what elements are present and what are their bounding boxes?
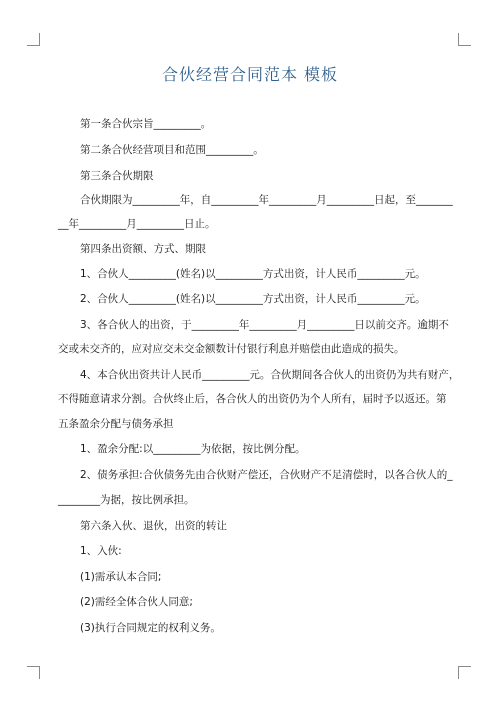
admission-item-1: (1)需承认本合同; [80,571,162,583]
corner-mark-top-left [27,33,40,46]
profit-distribution: 1、盈余分配:以_________为依据，按比例分配。 [80,443,306,455]
article-3-heading: 第三条合伙期限 [80,170,154,182]
debt-bearing-line-2: ________为据，按比例承担。 [58,494,195,506]
corner-mark-bottom-left [27,666,40,679]
term-line-2: __年_________月_________日止。 [58,218,216,230]
article-2-scope: 第二条合伙经营项目和范围_________。 [80,144,264,156]
article-1-purpose: 第一条合伙宗旨_________。 [80,118,212,130]
corner-mark-top-right [458,33,471,46]
admission-item-2: (2)需经全体合伙人同意; [80,596,193,608]
corner-mark-bottom-right [458,666,471,679]
contribution-partner-1: 1、合伙人_________(姓名)以_________方式出资，计人民币_________元。 [80,268,426,280]
admission-item-3: (3)执行合同规定的权利义务。 [80,622,221,634]
article-5-heading: 五条盈余分配与债务承担 [58,418,174,430]
article-6-heading: 第六条入伙、退伙，出资的转让 [80,520,227,532]
debt-bearing-line-1: 2、债务承担:合伙债务先由合伙财产偿还，合伙财产不足清偿时，以各合伙人的_ [80,469,453,481]
admission-heading: 1、入伙: [80,545,122,557]
document-title: 合伙经营合同范本 模板 [161,65,339,84]
contribution-partner-2: 2、合伙人_________(姓名)以_________方式出资，计人民币_________元。 [80,293,426,305]
total-contribution-line-2: 不得随意请求分割。合伙终止后，各合伙人的出资仍为个人所有，届时予以返还。第 [58,393,447,405]
total-contribution-line-1: 4、本合伙出资共计人民币_________元。合伙期间各合伙人的出资仍为共有财产， [80,369,460,381]
contribution-deadline-line-2: 交或未交齐的，应对应交未交金额数计付银行利息并赔偿由此造成的损失。 [58,343,405,355]
term-line-1: 合伙期限为_________年，自_________年_________月_________日起，至_______ [80,194,453,206]
contribution-deadline-line-1: 3、各合伙人的出资，于_________年_________月_________日以前交齐。逾期不 [80,319,449,331]
article-4-heading: 第四条出资额、方式、期限 [80,243,206,255]
